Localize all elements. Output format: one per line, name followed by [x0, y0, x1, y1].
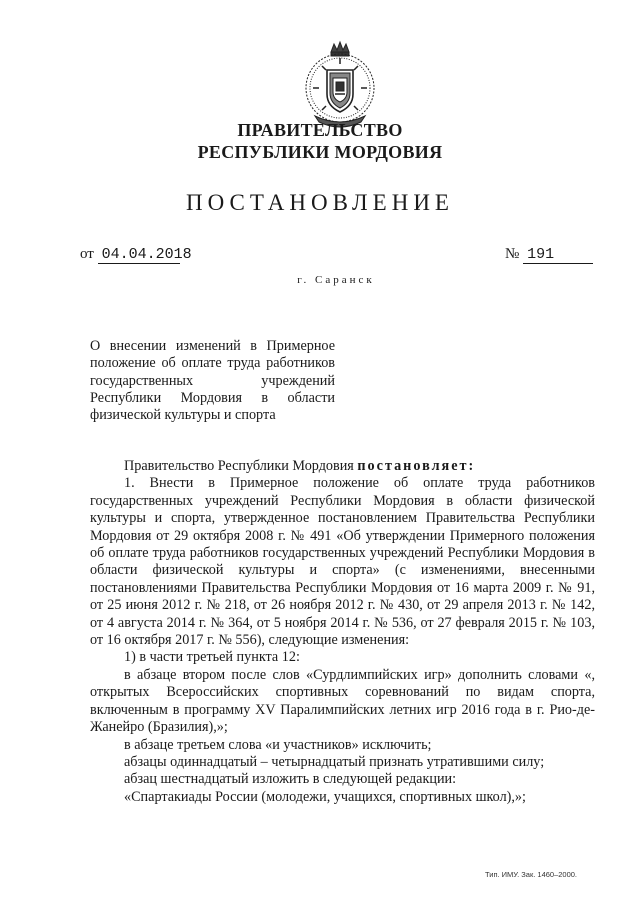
- government-title-line1: ПРАВИТЕЛЬСТВО: [237, 120, 403, 140]
- date-line: [80, 246, 192, 264]
- intro-paragraph: [90, 458, 595, 475]
- number-prefix: №: [505, 246, 520, 262]
- print-footer: Тип. ИМУ. Зак. 1460–2000.: [485, 870, 578, 879]
- document-type-heading: ПОСТАНОВЛЕНИЕ: [186, 190, 454, 215]
- document-date: 04.04.2018: [98, 246, 180, 264]
- paragraph-5: абзацы одиннадцатый – четырнадцатый признать утратившими силу;: [124, 753, 545, 770]
- paragraph-7: «Спартакиады России (молодежи, учащихся, спортивных школ),»;: [124, 788, 526, 805]
- intro-verb: постановляет:: [357, 458, 476, 474]
- paragraph-6: абзац шестнадцатый изложить в следующей редакции:: [124, 771, 457, 788]
- paragraph-1: 1. Внести в Примерное положение об оплате труда работников государственных учреждений Республики Мордовия в области физической культуры и спорта, утвержденное постановлением Правительства Республики Мордовия от 29 октября 2008 г. № 491 «Об утверждении Примерного положения об оплате труда работников государственных учреждений Республики Мордовия в области физической культуры и спорта» (с изменениями, внесенными постановлениями Правительства Республики Мордовия от 16 марта 2009 г. № 91, от 25 июня 2012 г. № 218, от 26 ноября 2012 г. № 430, от 29 апреля 2013 г. № 142, от 4 августа 2014 г. № 364, от 5 ноября 2014 г. № 536, от 27 февраля 2015 г. № 103, от 16 октября 2017 г. № 556), следующие изменения:: [90, 475, 595, 649]
- document-subject: О внесении изменений в Примерное положение об оплате труда работников государственных учреждений Республики Мордовия в области физической культуры и спорта: [90, 338, 335, 424]
- paragraph-3: в абзаце втором после слов «Сурдлимпийских игр» дополнить словами «, открытых Всероссийских спортивных соревнований по видам спорта, включенным в программу XV Паралимпийских летних игр 2016 года в г. Рио-де-Жанейро (Бразилия),»;: [90, 666, 595, 736]
- paragraph-2: 1) в части третьей пункта 12:: [124, 649, 300, 666]
- city-label: г. Саранск: [297, 274, 375, 286]
- paragraph-4: в абзаце третьем слова «и участников» исключить;: [124, 736, 432, 753]
- intro-text: Правительство Республики Мордовия: [124, 458, 354, 474]
- coat-of-arms-emblem: [301, 38, 379, 130]
- number-line: [505, 246, 593, 264]
- document-number: 191: [523, 246, 593, 264]
- date-prefix: от: [80, 246, 94, 262]
- document-body: [90, 458, 595, 806]
- government-title-line2: РЕСПУБЛИКИ МОРДОВИЯ: [197, 142, 443, 162]
